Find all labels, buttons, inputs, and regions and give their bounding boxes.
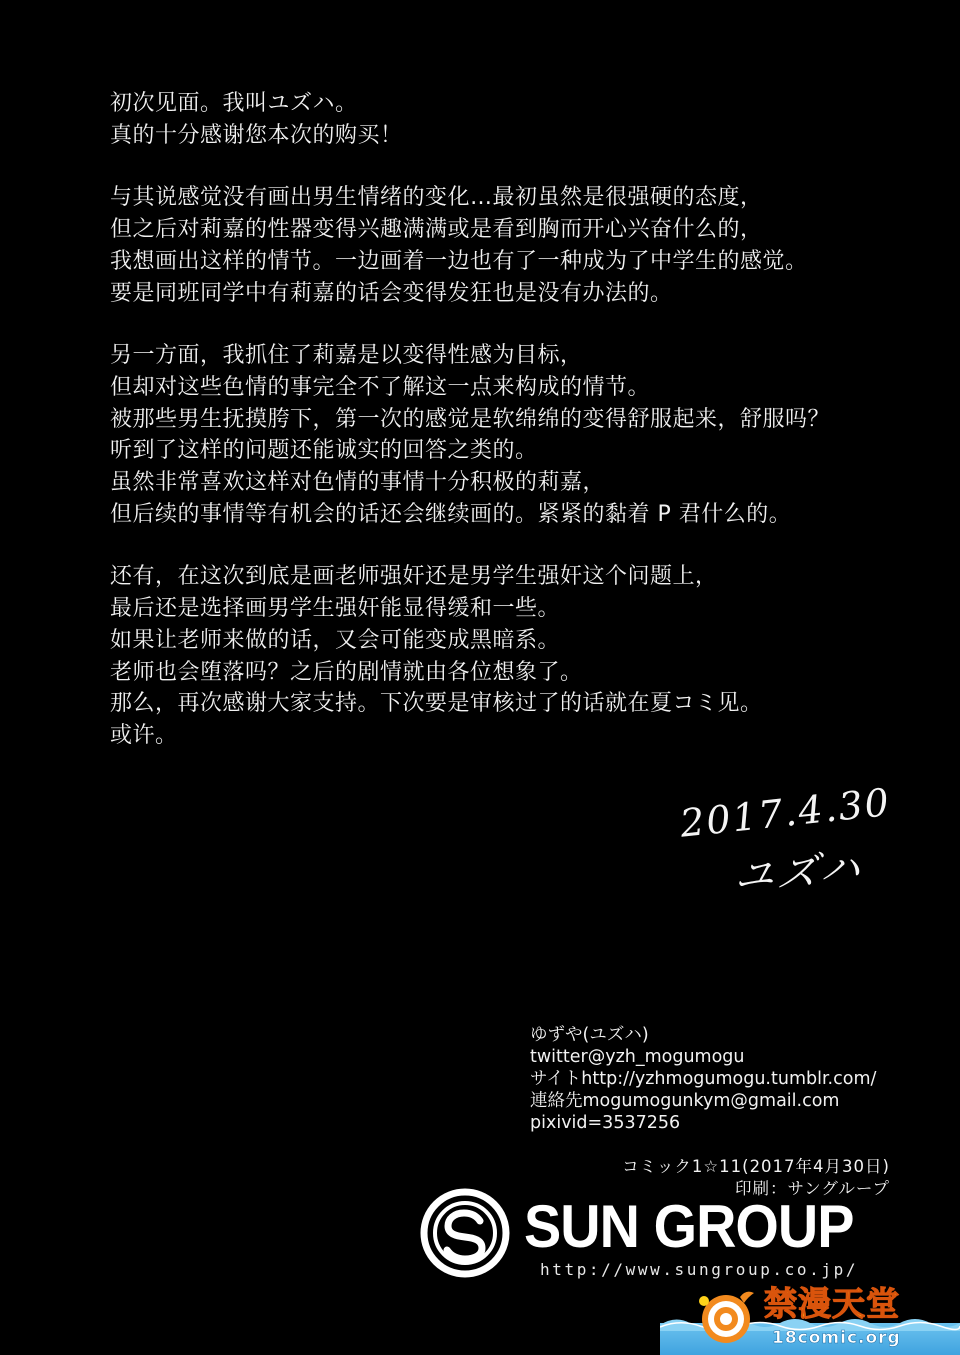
- afterword-line: 与其说感觉没有画出男生情绪的变化…最初虽然是很强硬的态度，: [110, 185, 763, 211]
- website-url: サイトhttp://yzhmogumogu.tumblr.com/: [530, 1069, 877, 1089]
- afterword-line: 真的十分感谢您本次的购买！: [110, 122, 403, 148]
- afterword-line: 虽然非常喜欢这样对色情的事情十分积极的莉嘉，: [110, 470, 606, 496]
- afterword-line: 初次见面。我叫ユズハ。: [110, 91, 358, 116]
- afterword-line: 要是同班同学中有莉嘉的话会变得发狂也是没有办法的。: [110, 280, 673, 306]
- afterword-line: 还有，在这次到底是画老师强奸还是男学生强奸这个问题上，: [110, 564, 718, 590]
- author-contact-block: [530, 1024, 930, 1134]
- pixiv-id: pixivid=3537256: [530, 1113, 681, 1133]
- afterword-line: 另一方面，我抓住了莉嘉是以变得性感为目标，: [110, 343, 583, 369]
- sun-group-emblem-icon: [420, 1188, 510, 1278]
- afterword-line: 听到了这样的问题还能诚实的回答之类的。: [110, 438, 538, 464]
- signature-date: 2017.4.30: [678, 779, 893, 846]
- afterword-text: [110, 88, 910, 783]
- contact-email: 連絡先mogumogunkym@gmail.com: [530, 1091, 840, 1111]
- afterword-line: 最后还是选择画男学生强奸能显得缓和一些。: [110, 596, 561, 622]
- afterword-line: 那么，再次感谢大家支持。下次要是审核过了的话就在夏コミ见。: [110, 691, 763, 717]
- circle-name: ゆずや(ユズハ): [530, 1025, 649, 1045]
- sun-group-url: http://www.sungroup.co.jp/: [540, 1260, 859, 1279]
- watermark-mascot-icon: [696, 1287, 760, 1347]
- watermark-title: 禁漫天堂: [764, 1285, 900, 1323]
- sun-group-logo: [420, 1188, 890, 1283]
- sun-group-wordmark: SUN GROUP: [524, 1193, 854, 1260]
- handwritten-signature: [668, 779, 898, 910]
- afterword-line: 被那些男生抚摸胯下，第一次的感觉是软绵绵的变得舒服起来，舒服吗？: [110, 406, 831, 432]
- afterword-paragraph-2: [110, 182, 910, 309]
- afterword-paragraph-1: [110, 88, 910, 151]
- afterword-line: 但却对这些色情的事完全不了解这一点来构成的情节。: [110, 374, 651, 400]
- afterword-line: 或许。: [110, 722, 178, 748]
- signature-name: ユズハ: [732, 845, 866, 901]
- afterword-line: 我想画出这样的情节。一边画着一边也有了一种成为了中学生的感觉。: [110, 248, 808, 274]
- afterword-paragraph-3: [110, 340, 910, 530]
- afterword-line: 老师也会堕落吗？之后的剧情就由各位想象了。: [110, 659, 583, 685]
- event-info: コミック1☆11(2017年4月30日): [622, 1157, 890, 1176]
- watermark-site: 18comic.org: [772, 1328, 901, 1348]
- afterword-paragraph-4: [110, 561, 910, 751]
- printer-info: 印刷：サングループ: [734, 1179, 890, 1198]
- twitter-handle: twitter@yzh_mogumogu: [530, 1047, 745, 1067]
- afterword-line: 但后续的事情等有机会的话还会继续画的。紧紧的黏着 P 君什么的。: [110, 501, 792, 527]
- afterword-line: 但之后对莉嘉的性器变得兴趣满满或是看到胸而开心兴奋什么的，: [110, 217, 763, 243]
- site-watermark: [660, 1285, 960, 1355]
- afterword-line: 如果让老师来做的话，又会可能变成黑暗系。: [110, 627, 561, 653]
